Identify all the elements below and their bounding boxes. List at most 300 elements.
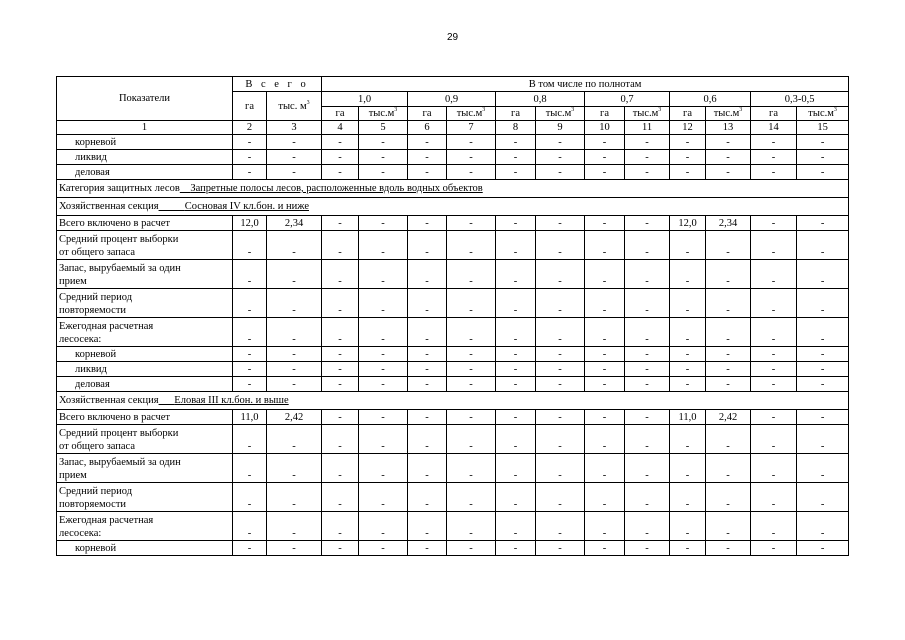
cell-value: -: [625, 512, 670, 541]
cell-value: -: [496, 216, 536, 231]
row-label-line2: лесосека:: [59, 528, 102, 539]
cell-value: -: [267, 541, 322, 556]
annual-row: [57, 512, 849, 541]
cell-value: -: [706, 318, 751, 347]
cell-value: -: [585, 541, 625, 556]
cell-value: -: [585, 377, 625, 392]
subheader-ha: га: [751, 107, 797, 121]
cell-value: -: [536, 216, 585, 231]
cell-value: -: [233, 289, 267, 318]
cell-value: -: [496, 483, 536, 512]
cell-value: -: [359, 512, 408, 541]
cell-value: -: [322, 150, 359, 165]
cell-value: -: [536, 425, 585, 454]
cell-value: -: [625, 260, 670, 289]
cell-value: -: [267, 377, 322, 392]
cell-value: -: [625, 541, 670, 556]
cell-value: -: [585, 150, 625, 165]
cell-value: -: [359, 377, 408, 392]
cell-value: -: [233, 347, 267, 362]
row-label: [57, 512, 233, 541]
cell-value: -: [670, 289, 706, 318]
cell-value: -: [233, 318, 267, 347]
density-6: 0,3-0,5: [751, 92, 849, 107]
subheader-ha: га: [670, 107, 706, 121]
cell-value: -: [797, 150, 849, 165]
header-indicators: Показатели: [57, 77, 233, 121]
cell-value: -: [670, 541, 706, 556]
cell-value: -: [585, 135, 625, 150]
cell-value: -: [585, 216, 625, 231]
cell-value: -: [322, 216, 359, 231]
cell-value: -: [408, 231, 447, 260]
header-total-ha: га: [233, 92, 267, 121]
cell-value: -: [447, 150, 496, 165]
cell-value: -: [797, 135, 849, 150]
cell-value: -: [797, 483, 849, 512]
cell-value: -: [359, 425, 408, 454]
row-label: корневой: [57, 135, 233, 150]
cell-value: -: [706, 377, 751, 392]
cell-value: -: [322, 135, 359, 150]
stock-row: [57, 260, 849, 289]
cell-value: -: [585, 410, 625, 425]
row-label: Всего включено в расчет: [57, 410, 233, 425]
cell-value: -: [536, 454, 585, 483]
column-number: 13: [706, 121, 751, 135]
column-number: 5: [359, 121, 408, 135]
cell-value: -: [447, 541, 496, 556]
cell-value: -: [625, 150, 670, 165]
cell-value: -: [267, 347, 322, 362]
column-number: 12: [670, 121, 706, 135]
cell-value: -: [706, 541, 751, 556]
cell-value: -: [536, 541, 585, 556]
cell-value: -: [585, 318, 625, 347]
cell-value: -: [408, 165, 447, 180]
cell-value: -: [233, 260, 267, 289]
cell-value: -: [751, 135, 797, 150]
protective-category: [57, 180, 849, 198]
cell-value: -: [322, 347, 359, 362]
column-number: 15: [797, 121, 849, 135]
cell-value: -: [233, 377, 267, 392]
cell-value: -: [447, 318, 496, 347]
cell-value: -: [447, 425, 496, 454]
cell-value: -: [267, 289, 322, 318]
cell-value: -: [797, 541, 849, 556]
cell-value: -: [625, 318, 670, 347]
row-label: [57, 231, 233, 260]
header-by-density: В том числе по полнотам: [322, 77, 849, 92]
cell-value: -: [233, 150, 267, 165]
table-row: [57, 347, 849, 362]
cell-value: -: [447, 410, 496, 425]
cell-value: -: [585, 260, 625, 289]
cell-value: -: [408, 260, 447, 289]
cell-value: -: [447, 483, 496, 512]
cell-value: -: [670, 347, 706, 362]
cell-value: -: [751, 541, 797, 556]
table-row: [57, 377, 849, 392]
cell-value: -: [706, 289, 751, 318]
cell-value: -: [359, 165, 408, 180]
cell-value: -: [233, 512, 267, 541]
protective-category-value: Запретные полосы лесов, расположенные вдоль водных объектов: [190, 183, 483, 194]
row-label: ликвид: [57, 362, 233, 377]
cell-value: -: [797, 260, 849, 289]
cell-value: -: [536, 260, 585, 289]
column-number: 4: [322, 121, 359, 135]
cell-value: -: [797, 231, 849, 260]
cell-value: -: [625, 362, 670, 377]
cell-value: -: [751, 318, 797, 347]
column-number: 9: [536, 121, 585, 135]
cell-value: -: [536, 289, 585, 318]
cell-value: -: [797, 512, 849, 541]
cell-value: -: [536, 165, 585, 180]
cell-value: -: [322, 454, 359, 483]
cell-value: -: [751, 410, 797, 425]
subheader-thous: $тыс.м^3$: [706, 107, 751, 121]
period-row: [57, 483, 849, 512]
cell-value: -: [359, 150, 408, 165]
cell-value: -: [670, 377, 706, 392]
cell-value: -: [536, 231, 585, 260]
cell-value: -: [706, 347, 751, 362]
cell-value: -: [267, 512, 322, 541]
column-number: 3: [267, 121, 322, 135]
cell-value: -: [233, 135, 267, 150]
cell-value: -: [496, 541, 536, 556]
cell-value: -: [496, 165, 536, 180]
subheader-ha: га: [585, 107, 625, 121]
cell-value: -: [751, 260, 797, 289]
row-label-line1: Средний процент выборки: [59, 428, 179, 439]
row-label: корневой: [57, 541, 233, 556]
cell-value: -: [670, 425, 706, 454]
cell-value: 2,42: [267, 410, 322, 425]
row-label-line1: Запас, вырубаемый за один: [59, 457, 181, 468]
cell-value: -: [670, 150, 706, 165]
cell-value: -: [797, 165, 849, 180]
subheader-thous: $тыс.м^3$: [797, 107, 849, 121]
cell-value: -: [585, 231, 625, 260]
section-title-cell: [57, 392, 849, 410]
cell-value: -: [496, 454, 536, 483]
row-label-line2: лесосека:: [59, 334, 102, 345]
cell-value: -: [408, 541, 447, 556]
cell-value: -: [447, 347, 496, 362]
cell-value: -: [359, 260, 408, 289]
cell-value: -: [359, 347, 408, 362]
cell-value: -: [670, 362, 706, 377]
cell-value: -: [359, 231, 408, 260]
cell-value: -: [751, 216, 797, 231]
cell-value: -: [536, 318, 585, 347]
column-number: 6: [408, 121, 447, 135]
cell-value: -: [496, 260, 536, 289]
cell-value: -: [359, 410, 408, 425]
cell-value: -: [496, 512, 536, 541]
cell-value: -: [536, 135, 585, 150]
cell-value: -: [585, 362, 625, 377]
cell-value: -: [267, 165, 322, 180]
cell-value: -: [670, 483, 706, 512]
cell-value: -: [625, 483, 670, 512]
cell-value: -: [585, 165, 625, 180]
column-number: 11: [625, 121, 670, 135]
cell-value: -: [267, 362, 322, 377]
row-label-line2: от общего запаса: [59, 247, 135, 258]
cell-value: -: [536, 362, 585, 377]
cell-value: -: [408, 150, 447, 165]
section-title-value: Еловая III кл.бон. и выше: [174, 395, 289, 406]
cell-value: -: [751, 289, 797, 318]
table-row: [57, 165, 849, 180]
cell-value: -: [447, 454, 496, 483]
cell-value: -: [585, 512, 625, 541]
cell-value: -: [496, 410, 536, 425]
forest-table: [56, 76, 849, 556]
cell-value: -: [233, 483, 267, 512]
cell-value: -: [751, 347, 797, 362]
row-label: [57, 483, 233, 512]
cell-value: -: [233, 165, 267, 180]
cell-value: -: [625, 454, 670, 483]
column-number: 8: [496, 121, 536, 135]
cell-value: -: [496, 425, 536, 454]
cell-value: -: [408, 483, 447, 512]
cell-value: -: [322, 512, 359, 541]
row-label-line1: Средний процент выборки: [59, 234, 179, 245]
cell-value: -: [408, 318, 447, 347]
cell-value: 2,34: [706, 216, 751, 231]
cell-value: -: [408, 410, 447, 425]
avg-percent-row: [57, 231, 849, 260]
cell-value: -: [625, 347, 670, 362]
cell-value: -: [496, 150, 536, 165]
cell-value: -: [267, 318, 322, 347]
row-label-line2: прием: [59, 276, 87, 287]
cell-value: -: [751, 454, 797, 483]
cell-value: -: [233, 231, 267, 260]
cell-value: -: [496, 135, 536, 150]
cell-value: -: [233, 541, 267, 556]
cell-value: -: [322, 541, 359, 556]
cell-value: -: [447, 216, 496, 231]
cell-value: -: [797, 318, 849, 347]
row-label-line2: прием: [59, 470, 87, 481]
row-label-line2: повторяемости: [59, 499, 127, 510]
column-number: 7: [447, 121, 496, 135]
cell-value: -: [267, 483, 322, 512]
cell-value: -: [233, 454, 267, 483]
cell-value: -: [625, 289, 670, 318]
cell-value: -: [408, 135, 447, 150]
cell-value: -: [322, 289, 359, 318]
cell-value: -: [797, 454, 849, 483]
cell-value: -: [267, 425, 322, 454]
cell-value: -: [536, 347, 585, 362]
cell-value: -: [359, 289, 408, 318]
cell-value: -: [322, 483, 359, 512]
cell-value: -: [625, 216, 670, 231]
section-title-label: Хозяйственная секция: [59, 201, 159, 212]
protective-category-cell: [57, 180, 849, 198]
cell-value: -: [751, 150, 797, 165]
section-title: [57, 392, 849, 410]
cell-value: -: [670, 318, 706, 347]
column-number: 14: [751, 121, 797, 135]
cell-value: -: [751, 377, 797, 392]
cell-value: -: [496, 289, 536, 318]
total-row: [57, 410, 849, 425]
cell-value: -: [706, 425, 751, 454]
cell-value: -: [706, 512, 751, 541]
cell-value: -: [585, 347, 625, 362]
protective-category-label: Категория защитных лесов: [59, 183, 180, 194]
section-title-value: Сосновая IV кл.бон. и ниже: [184, 201, 309, 212]
row-label: [57, 454, 233, 483]
cell-value: -: [267, 231, 322, 260]
density-4: 0,7: [585, 92, 670, 107]
cell-value: -: [267, 150, 322, 165]
cell-value: -: [322, 260, 359, 289]
cell-value: -: [408, 362, 447, 377]
cell-value: -: [359, 135, 408, 150]
cell-value: -: [706, 362, 751, 377]
cell-value: -: [496, 377, 536, 392]
density-5: 0,6: [670, 92, 751, 107]
cell-value: -: [670, 135, 706, 150]
row-label-line2: повторяемости: [59, 305, 127, 316]
cell-value: -: [447, 289, 496, 318]
table-row: [57, 150, 849, 165]
cell-value: -: [797, 410, 849, 425]
column-number: 1: [57, 121, 233, 135]
cell-value: -: [536, 483, 585, 512]
cell-value: -: [585, 289, 625, 318]
cell-value: -: [706, 165, 751, 180]
cell-value: -: [706, 454, 751, 483]
row-label-line2: от общего запаса: [59, 441, 135, 452]
header-total: В с е г о: [233, 77, 322, 92]
cell-value: -: [670, 454, 706, 483]
cell-value: -: [322, 362, 359, 377]
cell-value: -: [447, 165, 496, 180]
cell-value: -: [706, 260, 751, 289]
page-number: 29: [446, 32, 459, 43]
row-label: деловая: [57, 165, 233, 180]
table-row: [57, 135, 849, 150]
cell-value: -: [233, 425, 267, 454]
cell-value: -: [625, 425, 670, 454]
cell-value: -: [670, 231, 706, 260]
cell-value: 2,34: [267, 216, 322, 231]
cell-value: -: [585, 425, 625, 454]
cell-value: -: [267, 260, 322, 289]
total-row: [57, 216, 849, 231]
cell-value: -: [797, 216, 849, 231]
density-3: 0,8: [496, 92, 585, 107]
row-label: [57, 425, 233, 454]
cell-value: -: [447, 231, 496, 260]
cell-value: -: [233, 362, 267, 377]
cell-value: -: [706, 150, 751, 165]
section-title-label: Хозяйственная секция: [59, 395, 159, 406]
annual-row: [57, 318, 849, 347]
cell-value: -: [408, 216, 447, 231]
cell-value: -: [625, 410, 670, 425]
cell-value: -: [322, 410, 359, 425]
cell-value: -: [359, 454, 408, 483]
density-1: 1,0: [322, 92, 408, 107]
cell-value: -: [670, 512, 706, 541]
cell-value: -: [797, 289, 849, 318]
subheader-ha: га: [322, 107, 359, 121]
cell-value: -: [625, 165, 670, 180]
column-number: 10: [585, 121, 625, 135]
cell-value: -: [447, 512, 496, 541]
cell-value: -: [359, 483, 408, 512]
table-row: [57, 541, 849, 556]
cell-value: -: [408, 454, 447, 483]
column-number-row: [57, 121, 849, 135]
section-title: [57, 198, 849, 216]
cell-value: -: [536, 377, 585, 392]
cell-value: -: [797, 377, 849, 392]
cell-value: -: [408, 377, 447, 392]
cell-value: -: [322, 231, 359, 260]
row-label: [57, 260, 233, 289]
cell-value: -: [670, 165, 706, 180]
cell-value: -: [408, 512, 447, 541]
cell-value: -: [706, 135, 751, 150]
stock-row: [57, 454, 849, 483]
cell-value: -: [267, 454, 322, 483]
subheader-ha: га: [496, 107, 536, 121]
cell-value: -: [267, 135, 322, 150]
row-label: деловая: [57, 377, 233, 392]
cell-value: 12,0: [233, 216, 267, 231]
cell-value: -: [496, 362, 536, 377]
cell-value: -: [670, 260, 706, 289]
avg-percent-row: [57, 425, 849, 454]
cell-value: -: [447, 377, 496, 392]
cell-value: -: [496, 347, 536, 362]
cell-value: -: [751, 512, 797, 541]
column-number: 2: [233, 121, 267, 135]
cell-value: -: [447, 362, 496, 377]
density-2: 0,9: [408, 92, 496, 107]
subheader-ha: га: [408, 107, 447, 121]
row-label-line1: Ежегодная расчетная: [59, 515, 154, 526]
subheader-thous: $тыс.м^3$: [359, 107, 408, 121]
cell-value: -: [447, 135, 496, 150]
cell-value: -: [359, 362, 408, 377]
row-label: ликвид: [57, 150, 233, 165]
cell-value: 11,0: [233, 410, 267, 425]
cell-value: -: [797, 425, 849, 454]
cell-value: -: [322, 425, 359, 454]
cell-value: -: [625, 377, 670, 392]
header-total-thous: тыс. $м^3$: [267, 92, 322, 121]
row-label: Всего включено в расчет: [57, 216, 233, 231]
period-row: [57, 289, 849, 318]
cell-value: -: [322, 318, 359, 347]
cell-value: -: [751, 425, 797, 454]
